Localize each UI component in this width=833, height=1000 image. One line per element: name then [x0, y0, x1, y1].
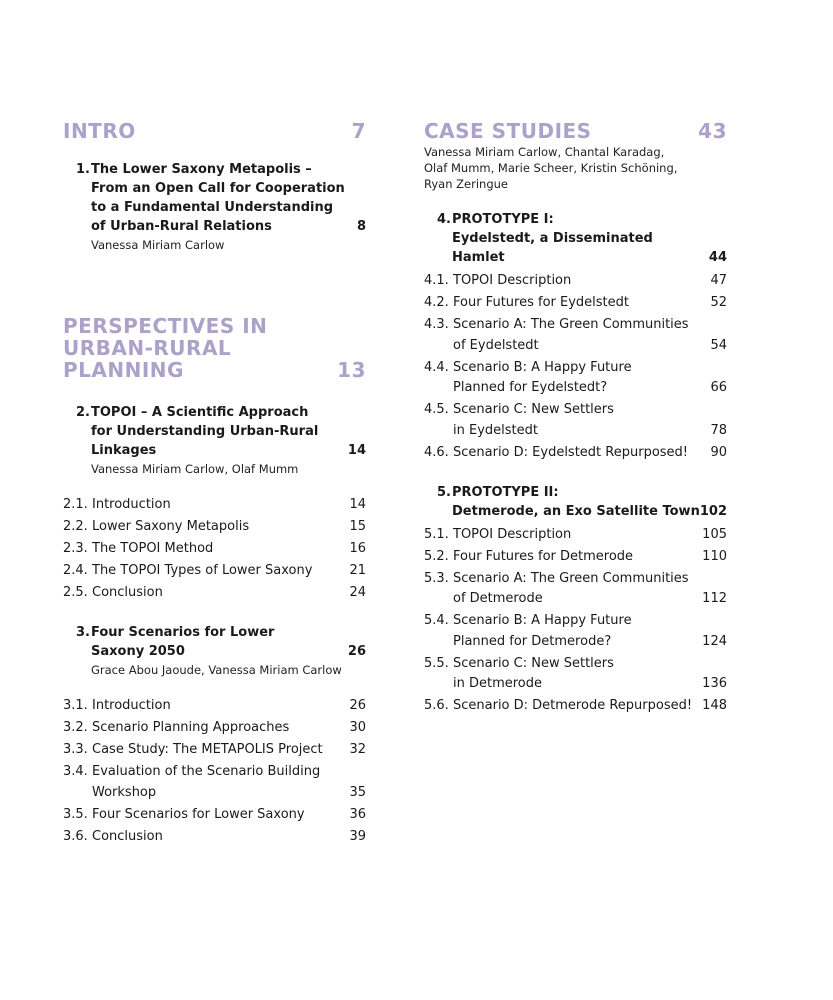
- entry-number: 5.6.: [424, 698, 449, 713]
- toc-entry[interactable]: [424, 358, 727, 399]
- toc-entry[interactable]: [63, 539, 366, 560]
- chapter-number: 3.: [76, 625, 90, 640]
- toc-entry[interactable]: [424, 569, 727, 610]
- entry-number: 3.2.: [63, 720, 88, 735]
- chapter-3[interactable]: [76, 623, 366, 678]
- chapter-2[interactable]: [76, 403, 366, 477]
- entry-number: 3.4.: [63, 764, 88, 779]
- toc-entry[interactable]: [424, 315, 727, 356]
- entry-page: 14: [349, 497, 366, 512]
- toc-entry[interactable]: [63, 827, 366, 848]
- chapter-1[interactable]: [76, 160, 366, 253]
- entry-title: The TOPOI Method: [92, 541, 214, 556]
- entry-page: 32: [349, 742, 366, 757]
- toc-entry[interactable]: [424, 611, 727, 652]
- chapter-title: PROTOTYPE II: Detmerode, an Exo Satellite Town: [452, 484, 700, 519]
- section-title: INTRO: [63, 119, 136, 143]
- entry-page: 16: [349, 541, 366, 556]
- entry-page: 26: [349, 698, 366, 713]
- toc-entry[interactable]: [424, 525, 727, 546]
- chapter-4[interactable]: [437, 210, 727, 267]
- entry-title: Scenario D: Detmerode Repurposed!: [453, 698, 693, 713]
- toc-entry[interactable]: [63, 805, 366, 826]
- chapter-number: 1.: [76, 162, 90, 177]
- chapter-authors: Grace Abou Jaoude, Vanessa Miriam Carlow: [91, 663, 342, 677]
- section-intro[interactable]: [63, 120, 366, 142]
- chapter-2-items: [63, 495, 366, 604]
- entry-page: 105: [702, 526, 727, 542]
- entry-number: 2.5.: [63, 585, 88, 600]
- toc-entry[interactable]: [424, 443, 727, 464]
- chapter-4-items: [424, 271, 727, 463]
- toc-entry[interactable]: [424, 654, 727, 695]
- chapter-number: 2.: [76, 405, 90, 420]
- entry-title: Scenario B: A Happy Future Planned for Eydelstedt?: [453, 359, 632, 395]
- section-page: 7: [351, 119, 366, 143]
- entry-title: Scenario B: A Happy Future Planned for Detmerode?: [453, 613, 632, 649]
- entry-page: 66: [710, 380, 727, 395]
- toc-right-column: [424, 120, 727, 718]
- entry-page: 112: [702, 591, 727, 606]
- entry-page: 78: [710, 422, 727, 438]
- entry-page: 24: [349, 585, 366, 600]
- toc-entry[interactable]: [424, 696, 727, 717]
- chapter-number: 4.: [437, 212, 451, 227]
- entry-number: 3.6.: [63, 828, 88, 844]
- entry-number: 4.3.: [424, 317, 449, 332]
- chapter-5[interactable]: [437, 483, 727, 521]
- entry-number: 5.2.: [424, 548, 449, 564]
- entry-number: 2.4.: [63, 563, 88, 578]
- chapter-3-items: [63, 696, 366, 847]
- entry-title: Four Scenarios for Lower Saxony: [92, 806, 305, 822]
- chapter-authors: Vanessa Miriam Carlow: [91, 238, 225, 252]
- chapter-title: The Lower Saxony Metapolis – From an Open Call for Cooperation to a Fundamental Understanding of Urban-Rural Relations: [91, 162, 345, 234]
- entry-page: 136: [702, 676, 727, 691]
- chapter-page: 44: [708, 250, 727, 265]
- toc-entry[interactable]: [424, 547, 727, 568]
- entry-number: 4.1.: [424, 273, 449, 288]
- toc-entry[interactable]: [424, 271, 727, 292]
- entry-title: Scenario A: The Green Communities of Detmerode: [453, 570, 689, 606]
- entry-page: 148: [702, 698, 727, 713]
- entry-title: Conclusion: [92, 585, 163, 600]
- entry-title: Four Futures for Detmerode: [453, 548, 634, 564]
- entry-title: TOPOI Description: [453, 273, 572, 288]
- section-page: 13: [337, 358, 366, 382]
- entry-page: 39: [349, 828, 366, 844]
- section-authors: Vanessa Miriam Carlow, Chantal Karadag, Olaf Mumm, Marie Scheer, Kristin Schöning, Ryan Zeringue: [424, 145, 678, 191]
- toc-entry[interactable]: [63, 696, 366, 717]
- entry-number: 5.5.: [424, 655, 449, 671]
- entry-page: 54: [710, 337, 727, 353]
- entry-page: 110: [702, 548, 727, 564]
- entry-number: 3.3.: [63, 742, 88, 757]
- entry-number: 3.5.: [63, 806, 88, 822]
- entry-title: Scenario D: Eydelstedt Repurposed!: [453, 444, 689, 460]
- entry-number: 4.6.: [424, 444, 449, 460]
- entry-page: 15: [349, 519, 366, 534]
- entry-number: 5.1.: [424, 526, 449, 542]
- chapter-authors: Vanessa Miriam Carlow, Olaf Mumm: [91, 462, 299, 476]
- entry-page: 21: [349, 563, 366, 578]
- entry-page: 47: [710, 273, 727, 288]
- entry-title: Introduction: [92, 698, 171, 713]
- entry-page: 36: [349, 806, 366, 822]
- chapter-page: 8: [356, 219, 366, 234]
- entry-number: 2.3.: [63, 541, 88, 556]
- entry-number: 5.3.: [424, 570, 449, 586]
- toc-entry[interactable]: [63, 583, 366, 604]
- section-case-studies[interactable]: [424, 120, 727, 142]
- entry-number: 2.2.: [63, 519, 88, 534]
- section-title: CASE STUDIES: [424, 119, 592, 143]
- entry-page: 30: [349, 720, 366, 735]
- entry-title: Conclusion: [92, 828, 163, 844]
- entry-number: 3.1.: [63, 698, 88, 713]
- entry-title: Scenario C: New Settlers in Eydelstedt: [453, 402, 614, 438]
- entry-title: Scenario Planning Approaches: [92, 720, 290, 735]
- entry-page: 35: [349, 784, 366, 800]
- toc-entry[interactable]: [63, 495, 366, 516]
- chapter-5-items: [424, 525, 727, 717]
- chapter-title: Four Scenarios for Lower Saxony 2050: [91, 625, 275, 659]
- entry-page: 90: [710, 444, 727, 460]
- entry-number: 5.4.: [424, 613, 449, 628]
- entry-title: TOPOI Description: [453, 526, 572, 542]
- section-page: 43: [698, 119, 727, 143]
- chapter-title: PROTOTYPE I: Eydelstedt, a Disseminated Hamlet: [451, 212, 653, 265]
- toc-entry[interactable]: [63, 718, 366, 739]
- section-perspectives[interactable]: [63, 315, 366, 381]
- entry-page: 124: [702, 633, 727, 649]
- entry-title: Scenario C: New Settlers in Detmerode: [453, 655, 614, 691]
- entry-title: Case Study: The METAPOLIS Project: [92, 742, 323, 757]
- chapter-title: TOPOI – A Scientific Approach for Understanding Urban-Rural Linkages: [91, 405, 319, 458]
- toc-entry[interactable]: [63, 561, 366, 582]
- chapter-page: 102: [699, 503, 727, 519]
- chapter-page: 26: [347, 644, 366, 659]
- entry-title: Evaluation of the Scenario Building Workshop: [92, 764, 321, 800]
- entry-page: 52: [710, 295, 727, 310]
- entry-title: The TOPOI Types of Lower Saxony: [92, 563, 313, 578]
- chapter-number: 5.: [437, 484, 451, 500]
- toc-entry[interactable]: [63, 740, 366, 761]
- toc-entry[interactable]: [63, 517, 366, 538]
- entry-title: Introduction: [92, 497, 171, 512]
- entry-number: 4.2.: [424, 295, 449, 310]
- entry-title: Scenario A: The Green Communities of Eydelstedt: [453, 317, 689, 353]
- chapter-page: 14: [347, 443, 366, 458]
- section-title: PERSPECTIVES IN URBAN-RURAL PLANNING: [63, 314, 268, 382]
- toc-entry[interactable]: [424, 293, 727, 314]
- entry-number: 4.5.: [424, 402, 449, 417]
- entry-title: Four Futures for Eydelstedt: [453, 295, 629, 310]
- entry-number: 4.4.: [424, 359, 449, 375]
- toc-entry[interactable]: [63, 762, 366, 803]
- entry-number: 2.1.: [63, 497, 88, 512]
- toc-entry[interactable]: [424, 400, 727, 441]
- entry-title: Lower Saxony Metapolis: [92, 519, 250, 534]
- toc-left-column: [63, 120, 366, 849]
